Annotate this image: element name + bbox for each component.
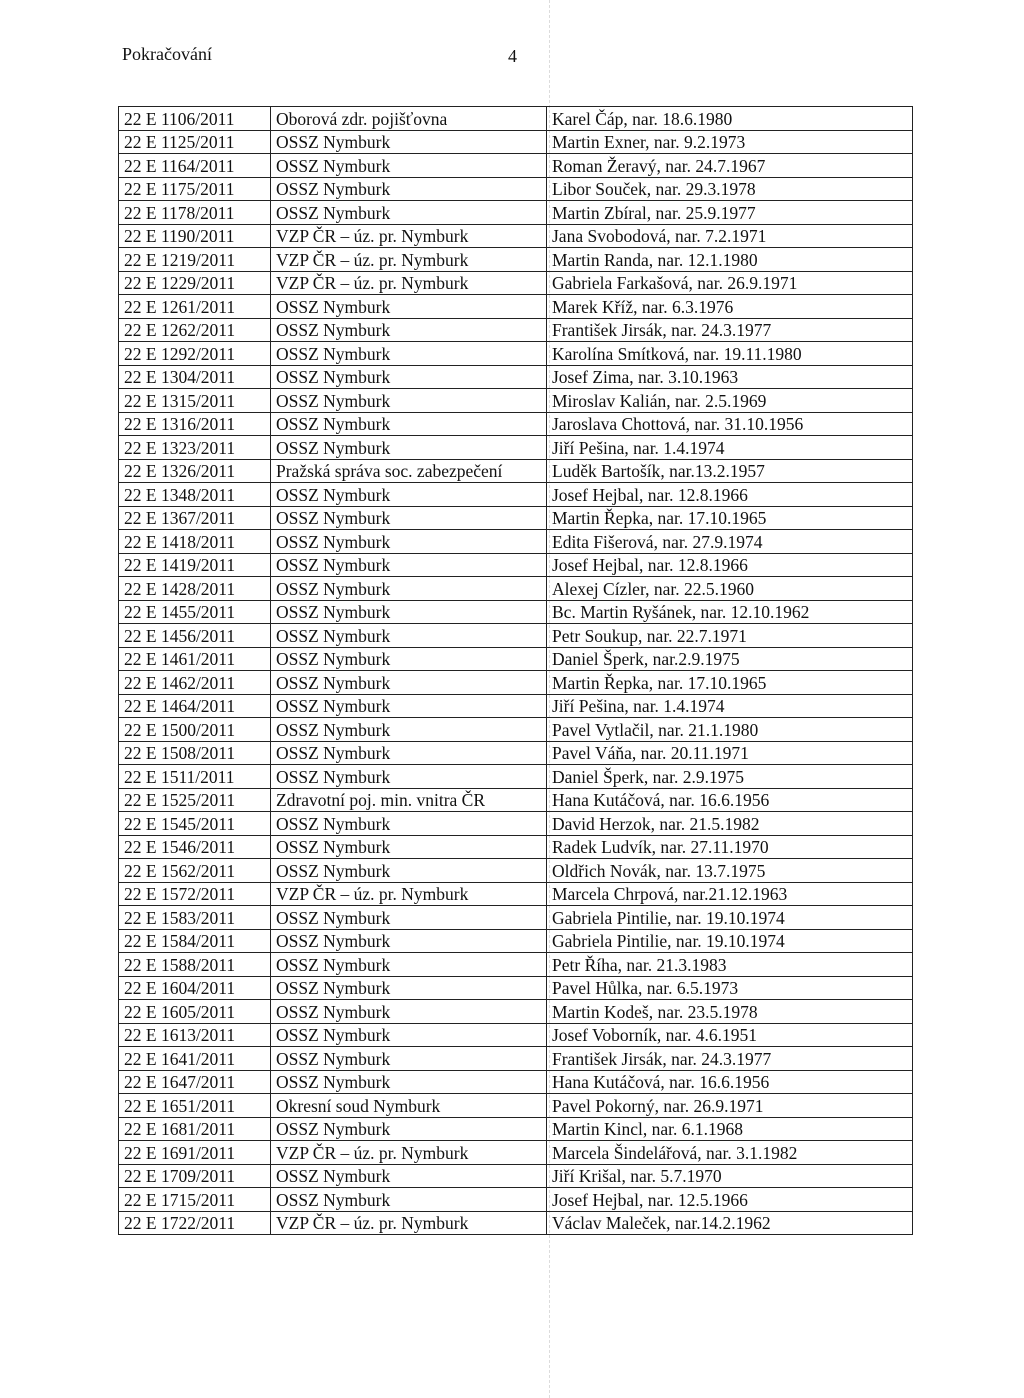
person-cell: Václav Maleček, nar.14.2.1962 (547, 1211, 913, 1235)
table-row (119, 412, 913, 436)
table-row (119, 530, 913, 554)
person-cell: Bc. Martin Ryšánek, nar. 12.10.1962 (547, 600, 913, 624)
table-row (119, 859, 913, 883)
institution-cell: OSSZ Nymburk (271, 765, 547, 789)
person-cell: Karel Čáp, nar. 18.6.1980 (547, 107, 913, 131)
institution-cell: OSSZ Nymburk (271, 177, 547, 201)
table-row (119, 1094, 913, 1118)
person-cell: Marcela Šindelářová, nar. 3.1.1982 (547, 1141, 913, 1165)
case-number-cell: 22 E 1651/2011 (119, 1094, 271, 1118)
case-number-cell: 22 E 1175/2011 (119, 177, 271, 201)
case-number-cell: 22 E 1525/2011 (119, 788, 271, 812)
case-number-cell: 22 E 1367/2011 (119, 506, 271, 530)
person-cell: Luděk Bartošík, nar.13.2.1957 (547, 459, 913, 483)
person-cell: Hana Kutáčová, nar. 16.6.1956 (547, 788, 913, 812)
case-number-cell: 22 E 1461/2011 (119, 647, 271, 671)
institution-cell: OSSZ Nymburk (271, 553, 547, 577)
institution-cell: OSSZ Nymburk (271, 718, 547, 742)
person-cell: Josef Hejbal, nar. 12.8.1966 (547, 553, 913, 577)
person-cell: Gabriela Pintilie, nar. 19.10.1974 (547, 929, 913, 953)
table-row (119, 600, 913, 624)
table-row (119, 483, 913, 507)
table-row (119, 1188, 913, 1212)
person-cell: Miroslav Kalián, nar. 2.5.1969 (547, 389, 913, 413)
institution-cell: OSSZ Nymburk (271, 389, 547, 413)
case-number-cell: 22 E 1546/2011 (119, 835, 271, 859)
institution-cell: OSSZ Nymburk (271, 365, 547, 389)
table-row (119, 812, 913, 836)
table-row (119, 436, 913, 460)
institution-cell: Oborová zdr. pojišťovna (271, 107, 547, 131)
case-number-cell: 22 E 1262/2011 (119, 318, 271, 342)
case-number-cell: 22 E 1588/2011 (119, 953, 271, 977)
institution-cell: OSSZ Nymburk (271, 506, 547, 530)
case-number-cell: 22 E 1613/2011 (119, 1023, 271, 1047)
person-cell: Martin Řepka, nar. 17.10.1965 (547, 506, 913, 530)
table-row (119, 624, 913, 648)
institution-cell: OSSZ Nymburk (271, 600, 547, 624)
institution-cell: OSSZ Nymburk (271, 835, 547, 859)
institution-cell: OSSZ Nymburk (271, 976, 547, 1000)
institution-cell: OSSZ Nymburk (271, 412, 547, 436)
institution-cell: OSSZ Nymburk (271, 1000, 547, 1024)
table-row (119, 718, 913, 742)
institution-cell: Zdravotní poj. min. vnitra ČR (271, 788, 547, 812)
person-cell: Marcela Chrpová, nar.21.12.1963 (547, 882, 913, 906)
person-cell: Jiří Krišal, nar. 5.7.1970 (547, 1164, 913, 1188)
institution-cell: OSSZ Nymburk (271, 859, 547, 883)
table-row (119, 953, 913, 977)
table-row (119, 1211, 913, 1235)
person-cell: Pavel Pokorný, nar. 26.9.1971 (547, 1094, 913, 1118)
case-number-cell: 22 E 1164/2011 (119, 154, 271, 178)
person-cell: Josef Voborník, nar. 4.6.1951 (547, 1023, 913, 1047)
person-cell: Jaroslava Chottová, nar. 31.10.1956 (547, 412, 913, 436)
institution-cell: OSSZ Nymburk (271, 1047, 547, 1071)
person-cell: Daniel Šperk, nar. 2.9.1975 (547, 765, 913, 789)
person-cell: Pavel Váňa, nar. 20.11.1971 (547, 741, 913, 765)
person-cell: Oldřich Novák, nar. 13.7.1975 (547, 859, 913, 883)
institution-cell: VZP ČR – úz. pr. Nymburk (271, 271, 547, 295)
table-row (119, 1047, 913, 1071)
page-header-title: Pokračování (122, 44, 212, 64)
institution-cell: OSSZ Nymburk (271, 812, 547, 836)
case-number-cell: 22 E 1641/2011 (119, 1047, 271, 1071)
institution-cell: OSSZ Nymburk (271, 694, 547, 718)
case-number-cell: 22 E 1455/2011 (119, 600, 271, 624)
person-cell: Libor Souček, nar. 29.3.1978 (547, 177, 913, 201)
case-number-cell: 22 E 1545/2011 (119, 812, 271, 836)
table-row (119, 906, 913, 930)
table-row (119, 1070, 913, 1094)
table-row (119, 154, 913, 178)
table-row (119, 882, 913, 906)
person-cell: Marek Kříž, nar. 6.3.1976 (547, 295, 913, 319)
case-number-cell: 22 E 1125/2011 (119, 130, 271, 154)
table-row (119, 224, 913, 248)
case-number-cell: 22 E 1562/2011 (119, 859, 271, 883)
institution-cell: VZP ČR – úz. pr. Nymburk (271, 1211, 547, 1235)
case-number-cell: 22 E 1584/2011 (119, 929, 271, 953)
institution-cell: OSSZ Nymburk (271, 130, 547, 154)
person-cell: Gabriela Pintilie, nar. 19.10.1974 (547, 906, 913, 930)
institution-cell: OSSZ Nymburk (271, 483, 547, 507)
case-number-cell: 22 E 1106/2011 (119, 107, 271, 131)
person-cell: Radek Ludvík, nar. 27.11.1970 (547, 835, 913, 859)
table-row (119, 694, 913, 718)
case-number-cell: 22 E 1348/2011 (119, 483, 271, 507)
person-cell: Daniel Šperk, nar.2.9.1975 (547, 647, 913, 671)
person-cell: František Jirsák, nar. 24.3.1977 (547, 1047, 913, 1071)
case-number-cell: 22 E 1315/2011 (119, 389, 271, 413)
case-number-cell: 22 E 1464/2011 (119, 694, 271, 718)
case-number-cell: 22 E 1229/2011 (119, 271, 271, 295)
institution-cell: OSSZ Nymburk (271, 436, 547, 460)
person-cell: Jiří Pešina, nar. 1.4.1974 (547, 436, 913, 460)
case-number-cell: 22 E 1462/2011 (119, 671, 271, 695)
person-cell: Roman Žeravý, nar. 24.7.1967 (547, 154, 913, 178)
table-row (119, 1000, 913, 1024)
table-row (119, 107, 913, 131)
case-number-cell: 22 E 1722/2011 (119, 1211, 271, 1235)
institution-cell: OSSZ Nymburk (271, 624, 547, 648)
case-number-cell: 22 E 1428/2011 (119, 577, 271, 601)
person-cell: Gabriela Farkašová, nar. 26.9.1971 (547, 271, 913, 295)
table-row (119, 365, 913, 389)
case-number-cell: 22 E 1418/2011 (119, 530, 271, 554)
case-number-cell: 22 E 1323/2011 (119, 436, 271, 460)
table-row (119, 318, 913, 342)
person-cell: Martin Řepka, nar. 17.10.1965 (547, 671, 913, 695)
institution-cell: Okresní soud Nymburk (271, 1094, 547, 1118)
case-number-cell: 22 E 1190/2011 (119, 224, 271, 248)
table-row (119, 835, 913, 859)
case-number-cell: 22 E 1456/2011 (119, 624, 271, 648)
table-row (119, 1164, 913, 1188)
institution-cell: VZP ČR – úz. pr. Nymburk (271, 1141, 547, 1165)
institution-cell: OSSZ Nymburk (271, 342, 547, 366)
case-number-cell: 22 E 1292/2011 (119, 342, 271, 366)
person-cell: Pavel Vytlačil, nar. 21.1.1980 (547, 718, 913, 742)
case-number-cell: 22 E 1304/2011 (119, 365, 271, 389)
case-number-cell: 22 E 1326/2011 (119, 459, 271, 483)
person-cell: Alexej Cízler, nar. 22.5.1960 (547, 577, 913, 601)
table-row (119, 976, 913, 1000)
table-row (119, 553, 913, 577)
table-row (119, 929, 913, 953)
institution-cell: VZP ČR – úz. pr. Nymburk (271, 882, 547, 906)
table-row (119, 459, 913, 483)
table-row (119, 741, 913, 765)
person-cell: Josef Hejbal, nar. 12.5.1966 (547, 1188, 913, 1212)
person-cell: Jana Svobodová, nar. 7.2.1971 (547, 224, 913, 248)
person-cell: Josef Hejbal, nar. 12.8.1966 (547, 483, 913, 507)
table-row (119, 130, 913, 154)
institution-cell: OSSZ Nymburk (271, 647, 547, 671)
table-row (119, 177, 913, 201)
case-number-cell: 22 E 1572/2011 (119, 882, 271, 906)
institution-cell: VZP ČR – úz. pr. Nymburk (271, 224, 547, 248)
table-row (119, 248, 913, 272)
table-row (119, 577, 913, 601)
case-number-cell: 22 E 1647/2011 (119, 1070, 271, 1094)
institution-cell: OSSZ Nymburk (271, 201, 547, 225)
institution-cell: OSSZ Nymburk (271, 577, 547, 601)
institution-cell: VZP ČR – úz. pr. Nymburk (271, 248, 547, 272)
case-number-cell: 22 E 1583/2011 (119, 906, 271, 930)
institution-cell: OSSZ Nymburk (271, 1188, 547, 1212)
case-number-cell: 22 E 1691/2011 (119, 1141, 271, 1165)
table-row (119, 1117, 913, 1141)
institution-cell: OSSZ Nymburk (271, 154, 547, 178)
person-cell: Karolína Smítková, nar. 19.11.1980 (547, 342, 913, 366)
case-number-cell: 22 E 1604/2011 (119, 976, 271, 1000)
person-cell: Pavel Hůlka, nar. 6.5.1973 (547, 976, 913, 1000)
table-row (119, 389, 913, 413)
table-row (119, 342, 913, 366)
institution-cell: OSSZ Nymburk (271, 1117, 547, 1141)
case-number-cell: 22 E 1219/2011 (119, 248, 271, 272)
person-cell: Martin Kincl, nar. 6.1.1968 (547, 1117, 913, 1141)
case-table (118, 106, 913, 1235)
institution-cell: OSSZ Nymburk (271, 295, 547, 319)
person-cell: Edita Fišerová, nar. 27.9.1974 (547, 530, 913, 554)
case-number-cell: 22 E 1508/2011 (119, 741, 271, 765)
institution-cell: OSSZ Nymburk (271, 953, 547, 977)
institution-cell: OSSZ Nymburk (271, 741, 547, 765)
person-cell: František Jirsák, nar. 24.3.1977 (547, 318, 913, 342)
person-cell: Petr Říha, nar. 21.3.1983 (547, 953, 913, 977)
institution-cell: OSSZ Nymburk (271, 671, 547, 695)
case-number-cell: 22 E 1500/2011 (119, 718, 271, 742)
institution-cell: OSSZ Nymburk (271, 318, 547, 342)
table-row (119, 1023, 913, 1047)
table-row (119, 295, 913, 319)
institution-cell: OSSZ Nymburk (271, 929, 547, 953)
table-row (119, 671, 913, 695)
table-row (119, 1141, 913, 1165)
case-number-cell: 22 E 1261/2011 (119, 295, 271, 319)
case-number-cell: 22 E 1605/2011 (119, 1000, 271, 1024)
case-table-body (119, 107, 913, 1235)
institution-cell: OSSZ Nymburk (271, 906, 547, 930)
institution-cell: Pražská správa soc. zabezpečení (271, 459, 547, 483)
table-row (119, 271, 913, 295)
institution-cell: OSSZ Nymburk (271, 530, 547, 554)
person-cell: Petr Soukup, nar. 22.7.1971 (547, 624, 913, 648)
person-cell: Martin Exner, nar. 9.2.1973 (547, 130, 913, 154)
case-number-cell: 22 E 1681/2011 (119, 1117, 271, 1141)
person-cell: Martin Zbíral, nar. 25.9.1977 (547, 201, 913, 225)
institution-cell: OSSZ Nymburk (271, 1070, 547, 1094)
table-row (119, 201, 913, 225)
case-number-cell: 22 E 1419/2011 (119, 553, 271, 577)
person-cell: Jiří Pešina, nar. 1.4.1974 (547, 694, 913, 718)
case-number-cell: 22 E 1709/2011 (119, 1164, 271, 1188)
table-row (119, 788, 913, 812)
table-row (119, 765, 913, 789)
case-number-cell: 22 E 1178/2011 (119, 201, 271, 225)
institution-cell: OSSZ Nymburk (271, 1164, 547, 1188)
person-cell: Josef Zima, nar. 3.10.1963 (547, 365, 913, 389)
person-cell: Martin Randa, nar. 12.1.1980 (547, 248, 913, 272)
person-cell: Martin Kodeš, nar. 23.5.1978 (547, 1000, 913, 1024)
person-cell: Hana Kutáčová, nar. 16.6.1956 (547, 1070, 913, 1094)
page-number: 4 (508, 46, 517, 66)
person-cell: David Herzok, nar. 21.5.1982 (547, 812, 913, 836)
case-number-cell: 22 E 1316/2011 (119, 412, 271, 436)
case-number-cell: 22 E 1715/2011 (119, 1188, 271, 1212)
institution-cell: OSSZ Nymburk (271, 1023, 547, 1047)
table-row (119, 647, 913, 671)
table-row (119, 506, 913, 530)
case-number-cell: 22 E 1511/2011 (119, 765, 271, 789)
